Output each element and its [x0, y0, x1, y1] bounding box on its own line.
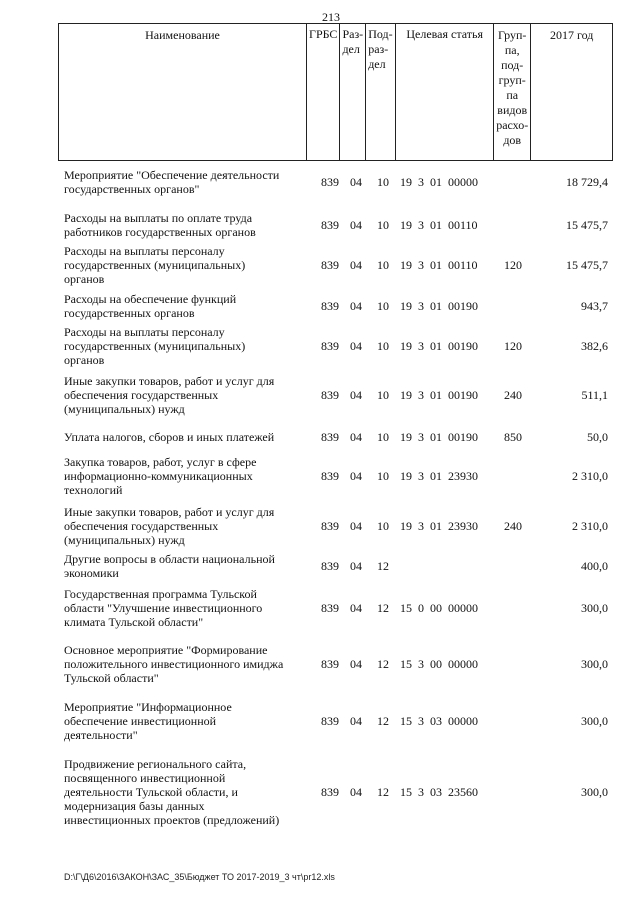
row-name-line: Иные закупки товаров, работ и услуг для: [64, 505, 275, 519]
cell-vid: 120: [504, 339, 522, 353]
header-target: Целевая статья: [396, 24, 494, 161]
table-header: [58, 23, 613, 161]
row-name-line: государственных (муниципальных): [64, 258, 246, 272]
cell-podrazdel: 10: [377, 258, 389, 272]
row-name-line: обеспечения государственных: [64, 519, 219, 533]
cell-target: 19 3 01 00110: [400, 258, 478, 272]
cell-razdel: 04: [350, 559, 362, 573]
cell-grbs: 839: [321, 388, 339, 402]
row-name: [64, 643, 304, 685]
row-name-line: Государственная программа Тульской: [64, 587, 257, 601]
row-name-line: Закупка товаров, работ, услуг в сфере: [64, 455, 257, 469]
row-name-line: государственных (муниципальных): [64, 339, 246, 353]
cell-podrazdel: 10: [377, 218, 389, 232]
cell-podrazdel: 10: [377, 299, 389, 313]
row-name-line: Мероприятие "Информационное: [64, 700, 232, 714]
row-name-line: информационно-коммуникационных: [64, 469, 253, 483]
row-name: [64, 700, 304, 742]
cell-vid: 120: [504, 258, 522, 272]
cell-target: 15 0 00 00000: [400, 601, 478, 615]
cell-sum: 18 729,4: [566, 175, 608, 189]
row-name: [64, 587, 304, 629]
row-name-line: обеспечения государственных: [64, 388, 219, 402]
row-name-line: Расходы на выплаты персоналу: [64, 244, 225, 258]
cell-grbs: 839: [321, 430, 339, 444]
row-name-line: технологий: [64, 483, 123, 497]
cell-sum: 2 310,0: [572, 469, 608, 483]
row-name-line: Расходы на выплаты персоналу: [64, 325, 225, 339]
cell-grbs: 839: [321, 218, 339, 232]
row-name: [64, 430, 304, 444]
header-grbs: ГРБС: [307, 24, 340, 161]
cell-grbs: 839: [321, 469, 339, 483]
cell-podrazdel: 12: [377, 785, 389, 799]
cell-razdel: 04: [350, 601, 362, 615]
cell-razdel: 04: [350, 299, 362, 313]
row-name: [64, 757, 304, 827]
cell-razdel: 04: [350, 469, 362, 483]
row-name-line: (муниципальных) нужд: [64, 533, 185, 547]
cell-podrazdel: 10: [377, 175, 389, 189]
row-name-line: Другие вопросы в области национальной: [64, 552, 275, 566]
cell-razdel: 04: [350, 339, 362, 353]
row-name: [64, 374, 304, 416]
row-name-line: модернизация базы данных: [64, 799, 205, 813]
cell-sum: 382,6: [581, 339, 608, 353]
cell-podrazdel: 10: [377, 519, 389, 533]
row-name: [64, 244, 304, 286]
row-name-line: деятельности Тульской области, и: [64, 785, 238, 799]
cell-target: 15 3 03 23560: [400, 785, 478, 799]
row-name: [64, 292, 304, 320]
row-name: [64, 455, 304, 497]
cell-grbs: 839: [321, 714, 339, 728]
cell-grbs: 839: [321, 519, 339, 533]
row-name-line: экономики: [64, 566, 119, 580]
cell-target: 19 3 01 00000: [400, 175, 478, 189]
row-name-line: работников государственных органов: [64, 225, 256, 239]
row-name: [64, 168, 304, 196]
cell-sum: 2 310,0: [572, 519, 608, 533]
header-razdel: Раз- дел: [340, 24, 366, 161]
row-name-line: Продвижение регионального сайта,: [64, 757, 247, 771]
cell-sum: 300,0: [581, 714, 608, 728]
cell-podrazdel: 12: [377, 559, 389, 573]
cell-podrazdel: 10: [377, 388, 389, 402]
row-name-line: деятельности": [64, 728, 138, 742]
row-name-line: Основное мероприятие "Формирование: [64, 643, 268, 657]
row-name-line: Тульской области": [64, 671, 159, 685]
row-name: [64, 325, 304, 367]
cell-podrazdel: 12: [377, 714, 389, 728]
row-name-line: обеспечение инвестиционной: [64, 714, 217, 728]
cell-podrazdel: 10: [377, 339, 389, 353]
cell-podrazdel: 12: [377, 601, 389, 615]
cell-target: 19 3 01 00110: [400, 218, 478, 232]
row-name-line: органов: [64, 353, 105, 367]
cell-grbs: 839: [321, 258, 339, 272]
cell-sum: 50,0: [587, 430, 608, 444]
cell-target: 19 3 01 23930: [400, 519, 478, 533]
cell-podrazdel: 10: [377, 430, 389, 444]
row-name-line: государственных органов: [64, 306, 195, 320]
cell-razdel: 04: [350, 175, 362, 189]
cell-razdel: 04: [350, 714, 362, 728]
page-number: 213: [322, 10, 340, 24]
cell-sum: 511,1: [581, 388, 608, 402]
cell-podrazdel: 12: [377, 657, 389, 671]
cell-target: 19 3 01 00190: [400, 388, 478, 402]
cell-razdel: 04: [350, 430, 362, 444]
cell-razdel: 04: [350, 657, 362, 671]
cell-grbs: 839: [321, 785, 339, 799]
cell-target: 19 3 01 00190: [400, 430, 478, 444]
header-vid: Груп- па, под- груп- па видов расхо- дов: [494, 24, 531, 161]
cell-sum: 943,7: [581, 299, 608, 313]
cell-grbs: 839: [321, 175, 339, 189]
row-name-line: Иные закупки товаров, работ и услуг для: [64, 374, 275, 388]
cell-vid: 850: [504, 430, 522, 444]
cell-grbs: 839: [321, 299, 339, 313]
cell-target: 19 3 01 00190: [400, 299, 478, 313]
row-name-line: (муниципальных) нужд: [64, 402, 185, 416]
cell-sum: 300,0: [581, 657, 608, 671]
cell-vid: 240: [504, 388, 522, 402]
header-year: 2017 год: [531, 24, 613, 161]
cell-sum: 300,0: [581, 601, 608, 615]
row-name-line: Расходы на выплаты по оплате труда: [64, 211, 253, 225]
cell-grbs: 839: [321, 657, 339, 671]
cell-grbs: 839: [321, 339, 339, 353]
cell-vid: 240: [504, 519, 522, 533]
header-podrazdel: Под- раз- дел: [366, 24, 396, 161]
cell-sum: 15 475,7: [566, 218, 608, 232]
cell-target: 19 3 01 00190: [400, 339, 478, 353]
file-path-footer: D:\Г\Д6\2016\ЗАКОН\ЗАС_35\Бюджет ТО 2017-2019_3 чт\pr12.xls: [64, 872, 335, 882]
row-name-line: области "Улучшение инвестиционного: [64, 601, 263, 615]
cell-grbs: 839: [321, 559, 339, 573]
row-name-line: Уплата налогов, сборов и иных платежей: [64, 430, 275, 444]
row-name: [64, 505, 304, 547]
cell-razdel: 04: [350, 218, 362, 232]
cell-razdel: 04: [350, 388, 362, 402]
cell-razdel: 04: [350, 785, 362, 799]
row-name-line: климата Тульской области": [64, 615, 204, 629]
cell-sum: 300,0: [581, 785, 608, 799]
cell-razdel: 04: [350, 519, 362, 533]
row-name-line: государственных органов": [64, 182, 200, 196]
cell-sum: 400,0: [581, 559, 608, 573]
row-name-line: посвященного инвестиционной: [64, 771, 226, 785]
row-name-line: положительного инвестиционного имиджа: [64, 657, 284, 671]
cell-target: 19 3 01 23930: [400, 469, 478, 483]
header-name: Наименование: [59, 24, 307, 161]
row-name-line: инвестиционных проектов (предложений): [64, 813, 280, 827]
cell-sum: 15 475,7: [566, 258, 608, 272]
cell-podrazdel: 10: [377, 469, 389, 483]
row-name: [64, 552, 304, 580]
row-name: [64, 211, 304, 239]
row-name-line: Мероприятие "Обеспечение деятельности: [64, 168, 280, 182]
row-name-line: органов: [64, 272, 105, 286]
cell-target: 15 3 03 00000: [400, 714, 478, 728]
cell-razdel: 04: [350, 258, 362, 272]
row-name-line: Расходы на обеспечение функций: [64, 292, 237, 306]
cell-target: 15 3 00 00000: [400, 657, 478, 671]
cell-grbs: 839: [321, 601, 339, 615]
